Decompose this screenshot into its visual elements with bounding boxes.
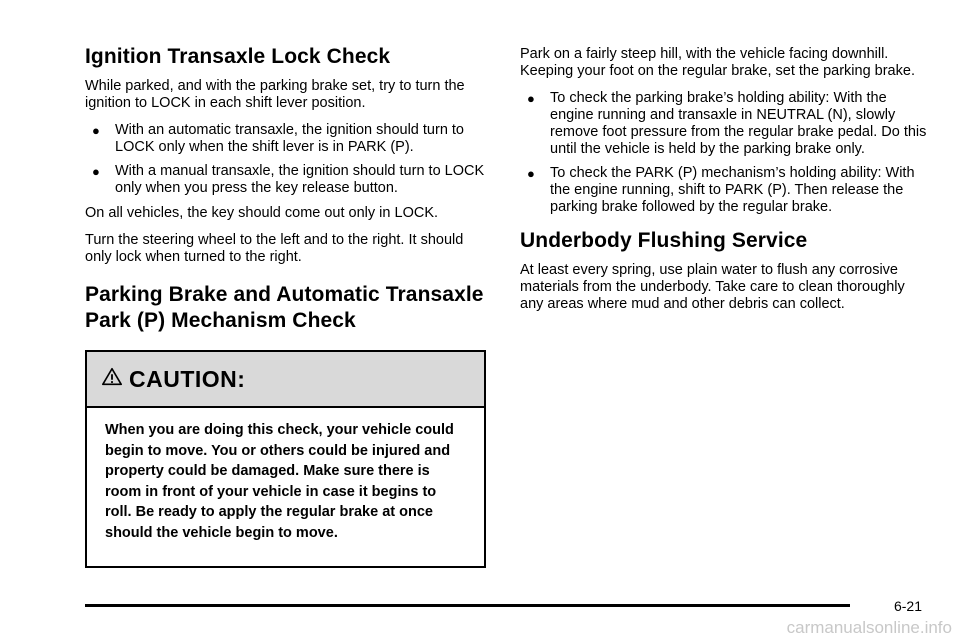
bullet-icon: ● <box>92 164 100 179</box>
ignition-para-key: On all vehicles, the key should come out only in LOCK. <box>85 205 439 221</box>
list-item: ● To check the PARK (P) mechanism’s holding ability: With the engine running, shift to PARK (P). Then release the parking brake followed by the regular brake. <box>527 165 915 215</box>
underbody-body: At least every spring, use plain water to flush any corrosive materials from the underbody. Take care to clean thoroughly any areas where mud and other debris can collect. <box>520 262 905 312</box>
caution-text: When you are doing this check, your vehicle could begin to move. You or others could be injured and property could be damaged. Make sure there is room in front of your vehicle in case it begins to roll. Be ready to apply the regular brake at once should the vehicle begin to move. <box>105 422 454 541</box>
park-bullet-list <box>520 90 930 216</box>
warning-triangle-icon <box>101 366 123 392</box>
bullet-icon: ● <box>527 91 535 106</box>
caution-heading: CAUTION: <box>129 365 246 392</box>
ignition-para-steering: Turn the steering wheel to the left and to the right. It should only lock when turned to the right. <box>85 232 464 265</box>
section-title-ignition-lock: Ignition Transaxle Lock Check <box>85 45 391 68</box>
bullet-icon: ● <box>527 166 535 181</box>
right-column <box>520 46 930 323</box>
ignition-bullet-list <box>85 122 490 197</box>
section-title-underbody: Underbody Flushing Service <box>520 229 808 252</box>
bullet-icon: ● <box>92 123 100 138</box>
list-item: ● With a manual transaxle, the ignition should turn to LOCK only when you press the key release button. <box>92 163 485 196</box>
list-item: ● With an automatic transaxle, the ignition should turn to LOCK only when the shift lever is in PARK (P). <box>92 122 464 155</box>
park-intro: Park on a fairly steep hill, with the vehicle facing downhill. Keeping your foot on the regular brake, set the parking brake. <box>520 46 915 79</box>
section-title-parking-brake: Parking Brake and Automatic Transaxle Park (P) Mechanism Check <box>85 283 484 332</box>
ignition-intro: While parked, and with the parking brake set, try to turn the ignition to LOCK in each shift lever position. <box>85 78 465 111</box>
caution-header <box>87 352 484 408</box>
list-item: ● To check the parking brake’s holding ability: With the engine running and transaxle in NEUTRAL (N), slowly remove foot pressure from the regular brake pedal. Do this until the vehicle is held by the parking brake only. <box>527 90 927 157</box>
caution-box <box>85 350 486 568</box>
watermark: carmanualsonline.info <box>786 618 952 637</box>
left-column <box>85 44 490 342</box>
page-number: 6-21 <box>893 598 922 614</box>
footer-divider <box>85 604 850 607</box>
